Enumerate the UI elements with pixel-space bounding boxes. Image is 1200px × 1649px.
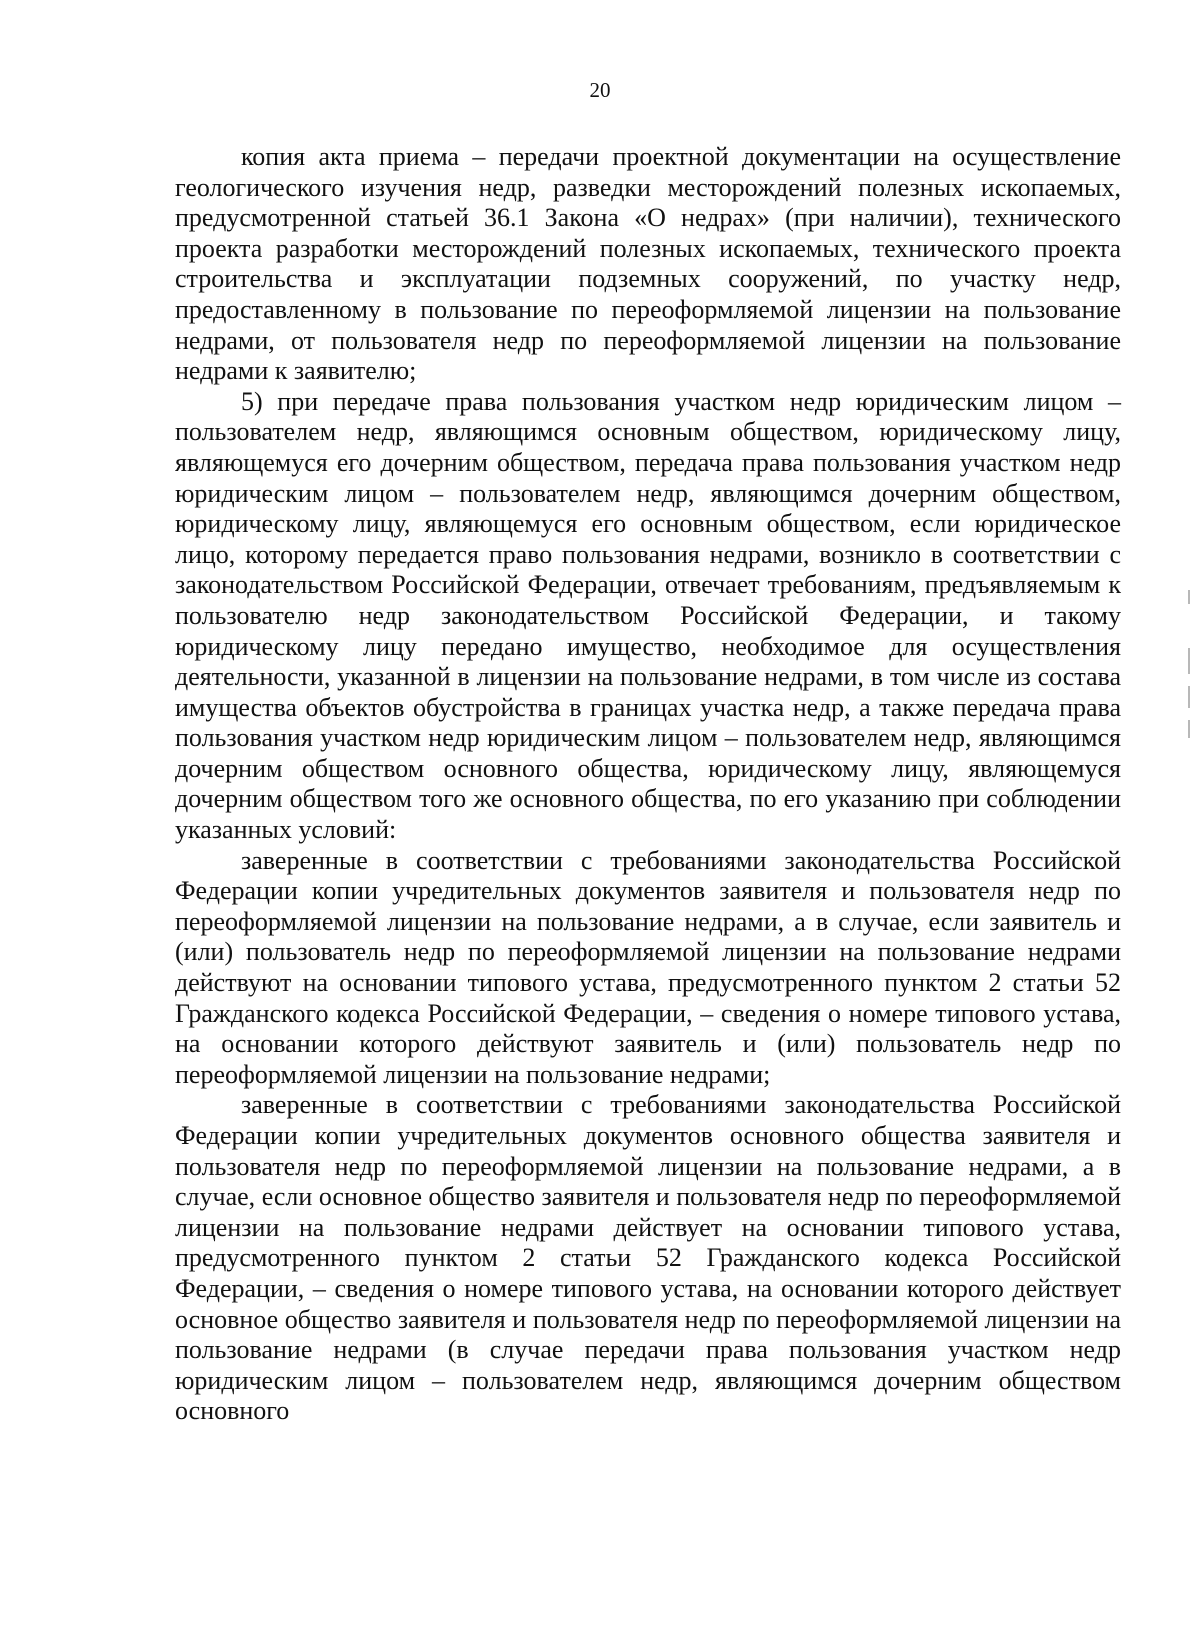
paragraph-certified-copies-applicant: заверенные в соответствии с требованиями законодательства Российской Федерации копии учредительных документов заявителя и пользователя недр по переоформляемой лицензии на пользование недрами, а в случае, если заявитель и (или) пользователь недр по переоформляемой лицензии на пользование недрами действуют на основании типового устава, предусмотренного пунктом 2 статьи 52 Гражданского кодекса Российской Федерации, – сведения о номере типового устава, на основании которого действуют заявитель и (или) пользователь недр по переоформляемой лицензии на пользование недрами;: [175, 845, 1121, 1089]
document-body: [175, 142, 1121, 1427]
scan-edge-marks: [1188, 590, 1192, 760]
page-number: 20: [589, 78, 611, 102]
paragraph-item-5: 5) при передаче права пользования участком недр юридическим лицом – пользователем недр, являющимся основным обществом, юридическому лицу, являющемуся его дочерним обществом, передача права пользования участком недр юридическим лицом – пользователем недр, являющимся дочерним обществом, юридическому лицу, являющемуся его основным обществом, если юридическое лицо, которому передается право пользования недрами, возникло в соответствии с законодательством Российской Федерации, отвечает требованиям, предъявляемым к пользователю недр законодательством Российской Федерации, и такому юридическому лицу передано имущество, необходимое для осуществления деятельности, указанной в лицензии на пользование недрами, в том числе из состава имущества объектов обустройства в границах участка недр, а также передача права пользования участком недр юридическим лицом – пользователем недр, являющимся дочерним обществом основного общества, юридическому лицу, являющемуся дочерним обществом того же основного общества, по его указанию при соблюдении указанных условий:: [175, 386, 1121, 845]
paragraph-act-copy: копия акта приема – передачи проектной документации на осуществление геологического изучения недр, разведки месторождений полезных ископаемых, предусмотренной статьей 36.1 Закона «О недрах» (при наличии), технического проекта разработки месторождений полезных ископаемых, технического проекта строительства и эксплуатации подземных сооружений, по участку недр, предоставленному в пользование по переоформляемой лицензии на пользование недрами, от пользователя недр по переоформляемой лицензии на пользование недрами к заявителю;: [175, 142, 1121, 386]
paragraph-certified-copies-parent: заверенные в соответствии с требованиями законодательства Российской Федерации копии учредительных документов основного общества заявителя и пользователя недр по переоформляемой лицензии на пользование недрами, а в случае, если основное общество заявителя и пользователя недр по переоформляемой лицензии на пользование недрами действует на основании типового устава, предусмотренного пунктом 2 статьи 52 Гражданского кодекса Российской Федерации, – сведения о номере типового устава, на основании которого действует основное общество заявителя и пользователя недр по переоформляемой лицензии на пользование недрами (в случае передачи права пользования участком недр юридическим лицом – пользователем недр, являющимся дочерним обществом основного: [175, 1090, 1121, 1426]
